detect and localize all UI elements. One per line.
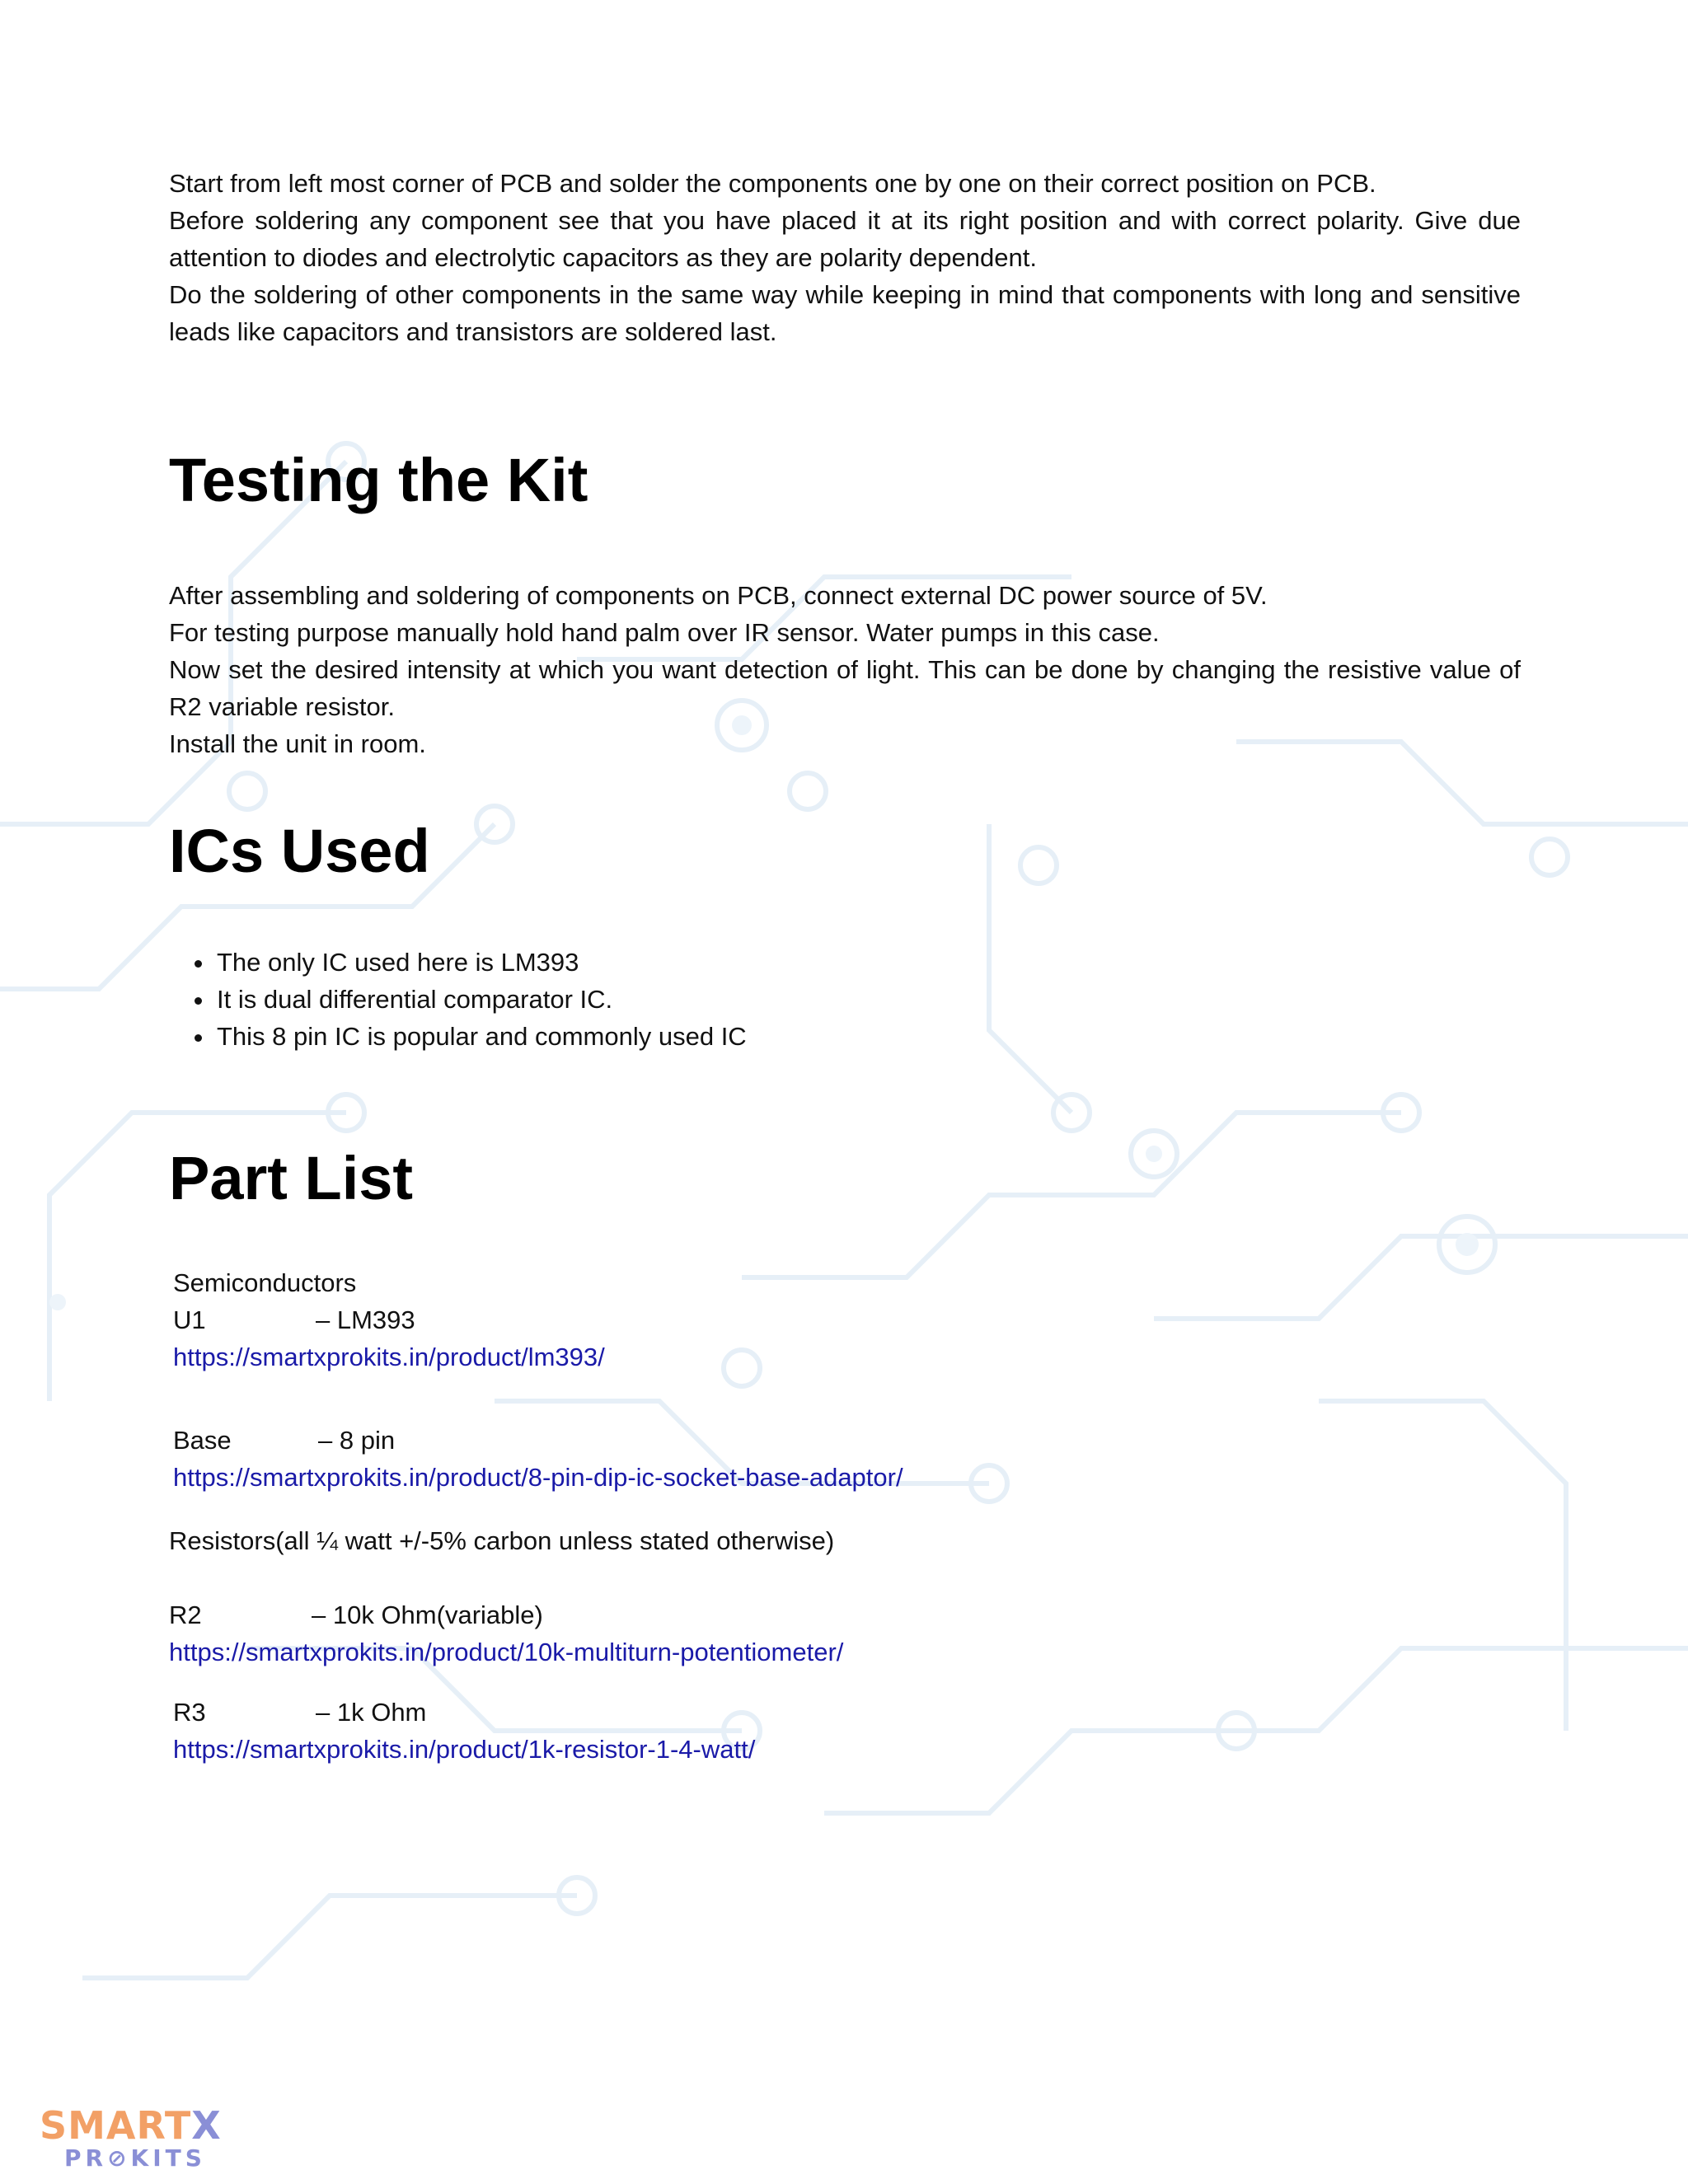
part-list-heading: Part List xyxy=(169,1144,414,1212)
testing-section xyxy=(169,577,1521,762)
part-row-r3 xyxy=(173,1694,1521,1731)
part-row-r2 xyxy=(169,1596,1521,1633)
link-1k-resistor[interactable]: https://smartxprokits.in/product/1k-resistor-1-4-watt/ xyxy=(173,1735,756,1764)
testing-heading: Testing the Kit xyxy=(169,446,588,514)
link-lm393[interactable]: https://smartxprokits.in/product/lm393/ xyxy=(173,1343,605,1371)
part-designator: Base xyxy=(173,1426,232,1455)
logo-word-smart: SMART xyxy=(40,2103,192,2148)
part-designator: R2 xyxy=(169,1601,202,1629)
part-value: – 1k Ohm xyxy=(316,1698,427,1727)
logo-x-mark: X xyxy=(191,2103,222,2148)
list-item: • This 8 pin IC is popular and commonly used IC xyxy=(215,1018,1521,1055)
document-body xyxy=(169,165,1521,1768)
testing-paragraph-1: After assembling and soldering of components on PCB, connect external DC power source of 5V. xyxy=(169,581,1268,610)
intro-paragraph-2: Before soldering any component see that you have placed it at its right position and with correct polarity. Give due attention to diodes and electrolytic capacitors as they are polarity dependent. xyxy=(169,206,1521,272)
part-row-u1 xyxy=(173,1301,1521,1338)
list-item: • It is dual differential comparator IC. xyxy=(215,981,1521,1018)
part-designator: U1 xyxy=(173,1305,206,1334)
smartx-prokits-logo xyxy=(40,2103,222,2172)
logo-line-2: PR⊘KITS xyxy=(64,2144,206,2172)
part-value: – 8 pin xyxy=(318,1426,396,1455)
part-row-base xyxy=(173,1422,1521,1459)
testing-paragraph-4: Install the unit in room. xyxy=(169,729,426,758)
part-designator: R3 xyxy=(173,1698,206,1727)
logo-line-1 xyxy=(40,2103,222,2148)
part-list xyxy=(169,1264,1521,1768)
part-value: – LM393 xyxy=(316,1305,415,1334)
link-ic-socket-base[interactable]: https://smartxprokits.in/product/8-pin-dip-ic-socket-base-adaptor/ xyxy=(173,1463,903,1492)
link-10k-potentiometer[interactable]: https://smartxprokits.in/product/10k-multiturn-potentiometer/ xyxy=(169,1638,844,1666)
testing-paragraph-3: Now set the desired intensity at which you want detection of light. This can be done by changing the resistive value of R2 variable resistor. xyxy=(169,655,1521,721)
semiconductors-label: Semiconductors xyxy=(173,1268,357,1297)
ics-list xyxy=(169,944,1521,1055)
assembly-instructions xyxy=(169,165,1521,350)
intro-paragraph-3: Do the soldering of other components in the same way while keeping in mind that components with long and sensitive leads like capacitors and transistors are soldered last. xyxy=(169,280,1521,346)
list-item: • The only IC used here is LM393 xyxy=(215,944,1521,981)
testing-paragraph-2: For testing purpose manually hold hand palm over IR sensor. Water pumps in this case. xyxy=(169,618,1160,647)
resistors-label: Resistors(all ¼ watt +/-5% carbon unless stated otherwise) xyxy=(169,1526,835,1555)
intro-paragraph-1: Start from left most corner of PCB and solder the components one by one on their correct position on PCB. xyxy=(169,169,1376,198)
ics-heading: ICs Used xyxy=(169,817,430,885)
part-value: – 10k Ohm(variable) xyxy=(312,1601,543,1629)
